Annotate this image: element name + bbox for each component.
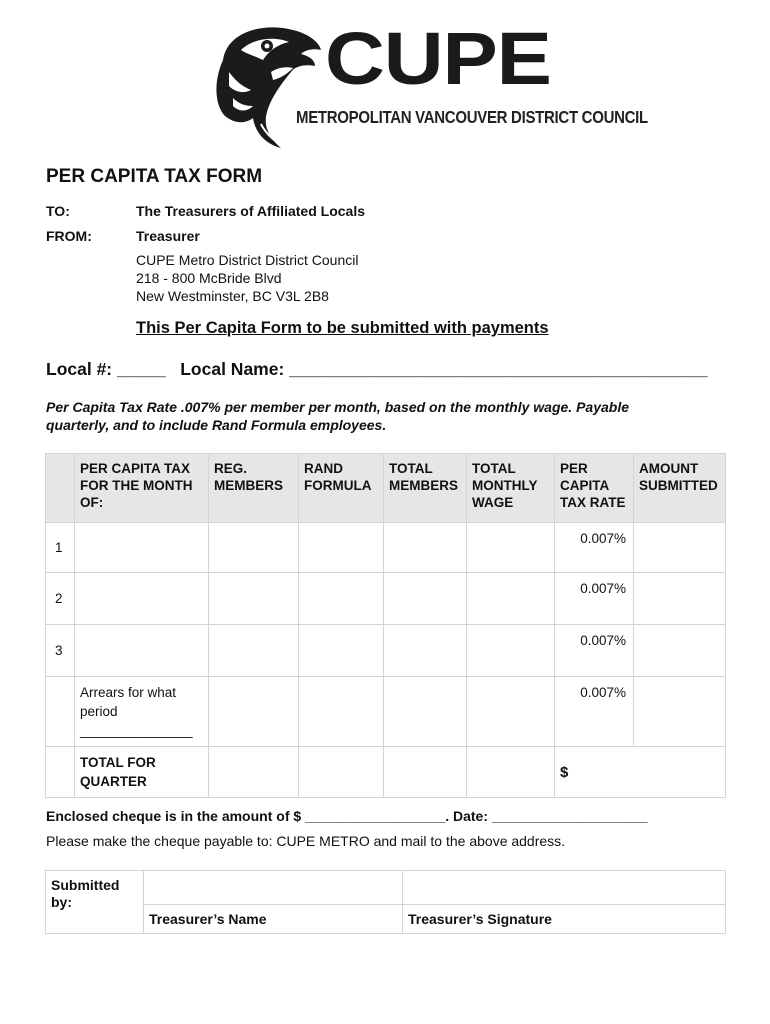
total-members-total[interactable] bbox=[384, 747, 467, 798]
treasurer-name-label: Treasurer’s Name bbox=[144, 905, 403, 934]
to-value: The Treasurers of Affiliated Locals bbox=[136, 203, 365, 219]
total-members-cell[interactable] bbox=[384, 573, 467, 625]
signature-table bbox=[45, 870, 726, 934]
tax-rate-cell: 0.007% bbox=[555, 625, 634, 677]
per-capita-table bbox=[45, 453, 726, 798]
address-line-2: 218 - 800 McBride Blvd bbox=[136, 270, 282, 286]
row-number: 2 bbox=[46, 573, 75, 625]
address-line-3: New Westminster, BC V3L 2B8 bbox=[136, 288, 329, 304]
payable-instructions: Please make the cheque payable to: CUPE METRO and mail to the above address. bbox=[46, 833, 566, 849]
treasurer-name-field[interactable] bbox=[144, 871, 403, 905]
tax-rate-cell: 0.007% bbox=[555, 573, 634, 625]
cupe-salmon-logo bbox=[205, 20, 325, 150]
amount-cell[interactable] bbox=[634, 573, 726, 625]
from-value: Treasurer bbox=[136, 228, 200, 244]
rand-formula-cell[interactable] bbox=[299, 677, 384, 747]
table-row bbox=[46, 625, 726, 677]
to-label: TO: bbox=[46, 203, 70, 219]
address-block bbox=[136, 251, 358, 305]
header-cell-rand-formula: RAND FORMULA bbox=[299, 454, 384, 523]
from-label: FROM: bbox=[46, 228, 92, 244]
header-cell-amount: AMOUNT SUBMITTED bbox=[634, 454, 726, 523]
row-number bbox=[46, 677, 75, 747]
monthly-wage-cell[interactable] bbox=[467, 677, 555, 747]
tax-rate-cell: 0.007% bbox=[555, 677, 634, 747]
local-info-line[interactable]: Local #: _____ Local Name: ___________________________________________ bbox=[46, 359, 708, 379]
total-members-cell[interactable] bbox=[384, 625, 467, 677]
logo-wordmark: CUPE bbox=[325, 17, 551, 100]
header-cell-monthly-wage: TOTAL MONTHLY WAGE bbox=[467, 454, 555, 523]
cheque-amount-line[interactable]: Enclosed cheque is in the amount of $ __________________. Date: ____________________ bbox=[46, 808, 648, 824]
rand-formula-cell[interactable] bbox=[299, 625, 384, 677]
total-row bbox=[46, 747, 726, 798]
header-cell-month: PER CAPITA TAX FOR THE MONTH OF: bbox=[75, 454, 209, 523]
tax-rate-description: Per Capita Tax Rate .007% per member per month, based on the monthly wage. Payable quarterly, and to include Rand Formula employees. bbox=[46, 399, 629, 433]
reg-members-cell[interactable] bbox=[209, 573, 299, 625]
amount-cell[interactable] bbox=[634, 625, 726, 677]
submitted-by-label: Submitted by: bbox=[46, 871, 144, 934]
amount-cell[interactable] bbox=[634, 677, 726, 747]
submission-notice: This Per Capita Form to be submitted with payments bbox=[136, 319, 549, 337]
tax-rate-cell: 0.007% bbox=[555, 523, 634, 573]
total-label: TOTAL FOR QUARTER bbox=[75, 747, 209, 798]
table-row bbox=[46, 573, 726, 625]
monthly-wage-cell[interactable] bbox=[467, 573, 555, 625]
arrears-label[interactable]: Arrears for what period _______________ bbox=[75, 677, 209, 747]
amount-cell[interactable] bbox=[634, 523, 726, 573]
rand-formula-cell[interactable] bbox=[299, 523, 384, 573]
address-line-1: CUPE Metro District District Council bbox=[136, 252, 359, 268]
row-number: 1 bbox=[46, 523, 75, 573]
month-cell[interactable] bbox=[75, 523, 209, 573]
row-number: 3 bbox=[46, 625, 75, 677]
reg-members-cell[interactable] bbox=[209, 523, 299, 573]
header-cell-tax-rate: PER CAPITA TAX RATE bbox=[555, 454, 634, 523]
reg-members-cell[interactable] bbox=[209, 625, 299, 677]
rand-formula-total[interactable] bbox=[299, 747, 384, 798]
logo-subtitle: METROPOLITAN VANCOUVER DISTRICT COUNCIL bbox=[296, 108, 648, 128]
monthly-wage-cell[interactable] bbox=[467, 625, 555, 677]
monthly-wage-cell[interactable] bbox=[467, 523, 555, 573]
table-header-row bbox=[46, 454, 726, 523]
reg-members-cell[interactable] bbox=[209, 677, 299, 747]
header-cell-index bbox=[46, 454, 75, 523]
header-cell-total-members: TOTAL MEMBERS bbox=[384, 454, 467, 523]
arrears-row bbox=[46, 677, 726, 747]
month-cell[interactable] bbox=[75, 625, 209, 677]
total-amount-cell[interactable]: $ bbox=[555, 747, 726, 798]
reg-members-total[interactable] bbox=[209, 747, 299, 798]
treasurer-signature-field[interactable] bbox=[403, 871, 726, 905]
total-members-cell[interactable] bbox=[384, 677, 467, 747]
row-number bbox=[46, 747, 75, 798]
header-cell-reg-members: REG. MEMBERS bbox=[209, 454, 299, 523]
month-cell[interactable] bbox=[75, 573, 209, 625]
monthly-wage-total[interactable] bbox=[467, 747, 555, 798]
page-title: PER CAPITA TAX FORM bbox=[46, 166, 263, 187]
rand-formula-cell[interactable] bbox=[299, 573, 384, 625]
treasurer-signature-label: Treasurer’s Signature bbox=[403, 905, 726, 934]
table-row bbox=[46, 523, 726, 573]
total-members-cell[interactable] bbox=[384, 523, 467, 573]
